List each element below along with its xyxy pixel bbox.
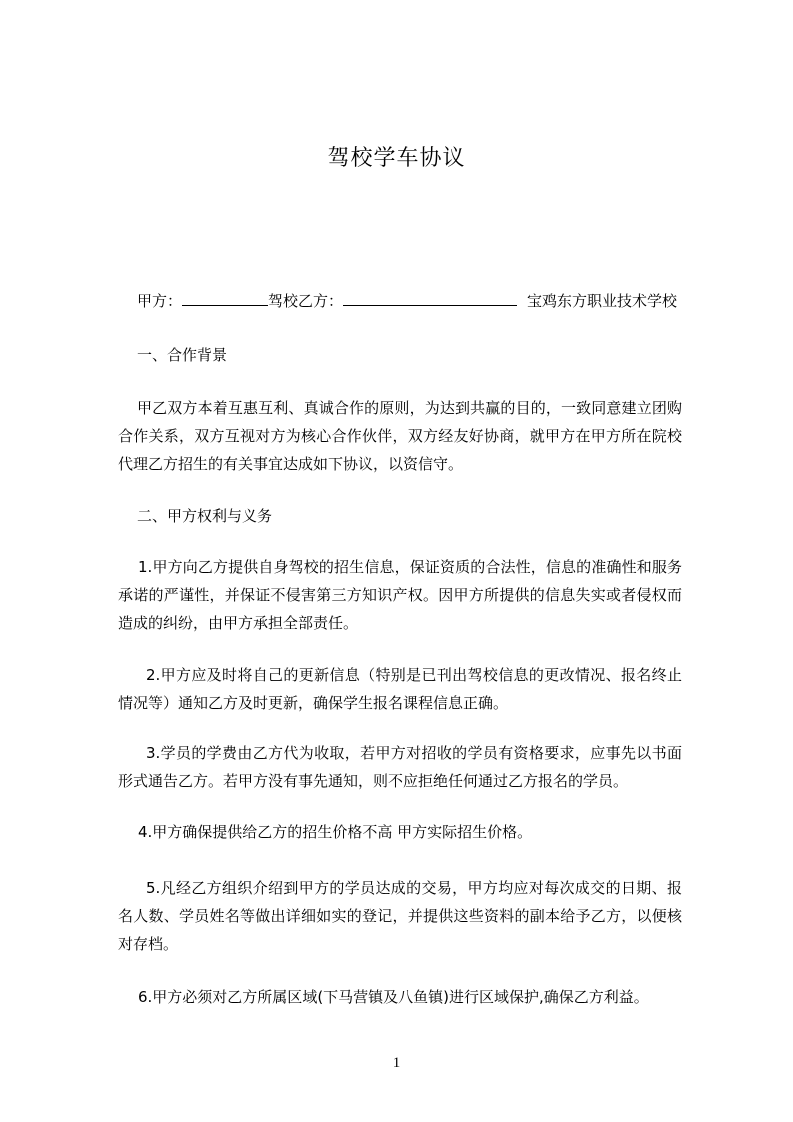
party-a-blank [182,291,268,306]
clause-text: 6.甲方必须对乙方所属区域(下马营镇及八鱼镇)进行区域保护,确保乙方利益。 [138,988,649,1006]
parties-line [137,290,677,311]
party-a-suffix: 驾校 [268,292,299,310]
clause-2 [118,661,682,717]
section-heading-party-a-rights: 二、甲方权利与义务 [137,507,273,525]
party-b-name: 宝鸡东方职业技术学校 [527,292,678,310]
clause-text: 5.凡经乙方组织介绍到甲方的学员达成的交易，甲方均应对每次成交的日期、报名人数、学员姓名等做出详细如实的登记，并提供这些资料的副本给予乙方，以便核对存档。 [118,879,682,953]
clause-text: 4.甲方确保提供给乙方的招生价格不高 甲方实际招生价格。 [138,823,533,841]
document-title: 驾校学车协议 [327,146,466,171]
paragraph-background [118,394,682,478]
page-number: 1 [392,1055,401,1071]
clause-6 [118,983,682,1011]
clause-text: 2.甲方应及时将自己的更新信息（特别是已刊出驾校信息的更改情况、报名终止情况等）通知乙方及时更新，确保学生报名课程信息正确。 [118,666,682,712]
party-b-label: 乙方： [298,292,344,310]
paragraph-text: 甲乙双方本着互惠互利、真诚合作的原则，为达到共赢的目的，一致同意建立团购合作关系，双方互视对方为核心合作伙伴，双方经友好协商，就甲方在甲方所在院校代理乙方招生的有关事宜达成如下协议，以资信守。 [118,399,682,473]
clause-3 [118,739,682,795]
clause-text: 3.学员的学费由乙方代为收取，若甲方对招收的学员有资格要求，应事先以书面形式通告乙方。若甲方没有事先通知，则不应拒绝任何通过乙方报名的学员。 [118,744,682,790]
clause-1 [118,553,682,637]
party-b-blank [343,291,517,306]
party-a-label: 甲方： [137,292,183,310]
clause-4 [118,818,682,846]
clause-5 [118,874,682,958]
clause-text: 1.甲方向乙方提供自身驾校的招生信息，保证资质的合法性，信息的准确性和服务承诺的严谨性，并保证不侵害第三方知识产权。因甲方所提供的信息失实或者侵权而造成的纠纷，由甲方承担全部责任。 [118,558,682,632]
section-heading-background: 一、合作背景 [137,346,228,364]
